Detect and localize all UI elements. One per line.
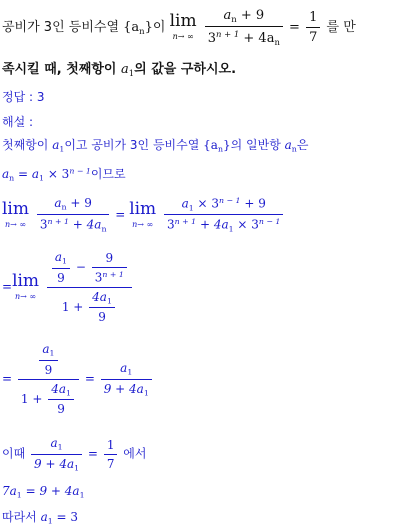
problem-text-2: 족시킬 때, 첫째항이: [2, 62, 117, 77]
problem-line-1: [2, 8, 356, 47]
target-fraction: $\frac{1}{7}$: [306, 10, 320, 45]
equals-sign: =: [289, 19, 300, 35]
problem-text-end: 를 만: [326, 19, 356, 35]
solution-step-3: lim n→ ∞ $\frac{a_n + 9}{3^{n + 1} + 4a_n}$ = lim n→ ∞ $\frac{a_1 \times 3^{n - 1} + 9}{3^{n + 1} + 4a_1 \times 3^{n - 1}}$: [2, 196, 285, 234]
solution-step-4: = lim n→ ∞ $\frac{a_1}{9}$ − $\frac{9}{3^{n + 1}}$ 1 + $\frac{4a_1}{9}$: [2, 250, 134, 324]
problem-text: 공비가 3인 등비수열: [2, 19, 119, 35]
solution-step-8: 따라서 $a_1 = 3$: [2, 510, 79, 526]
limit-fraction: $\frac{a_n + 9}{3^{n + 1} + 4a_n}$: [205, 8, 283, 47]
solution-step-6: 이때 $\frac{a_1}{9 + 4a_1}$ = $\frac{1}{7}$ 에서: [2, 436, 147, 473]
solution-step-2: $a_n = a_1 \times 3^{n - 1}$이므로: [2, 166, 126, 183]
solution-label: 해설 :: [2, 115, 34, 129]
solution-step-5: = $\frac{a_1}{9}$ 1 + $\frac{4a_1}{9}$ = $\frac{a_1}{9 + 4a_1}$: [2, 342, 154, 416]
problem-text-mid: 이: [152, 19, 166, 35]
limit-symbol: lim n→ ∞: [169, 11, 197, 42]
first-term-var: $a_1$: [121, 62, 135, 78]
answer-line: 정답 : 3: [2, 90, 45, 104]
problem-line-2: [2, 58, 236, 78]
solution-step-1: 첫째항이 $a_1$이고 공비가 3인 등비수열 $\{a_n\}$의 일반항 $a_n$은: [2, 138, 309, 154]
sequence-notation: $\{a_n\}$: [123, 19, 153, 36]
problem-text-2-end: 의 값을 구하시오.: [134, 62, 237, 77]
solution-step-7: $7a_1 = 9 + 4a_1$: [2, 484, 85, 500]
